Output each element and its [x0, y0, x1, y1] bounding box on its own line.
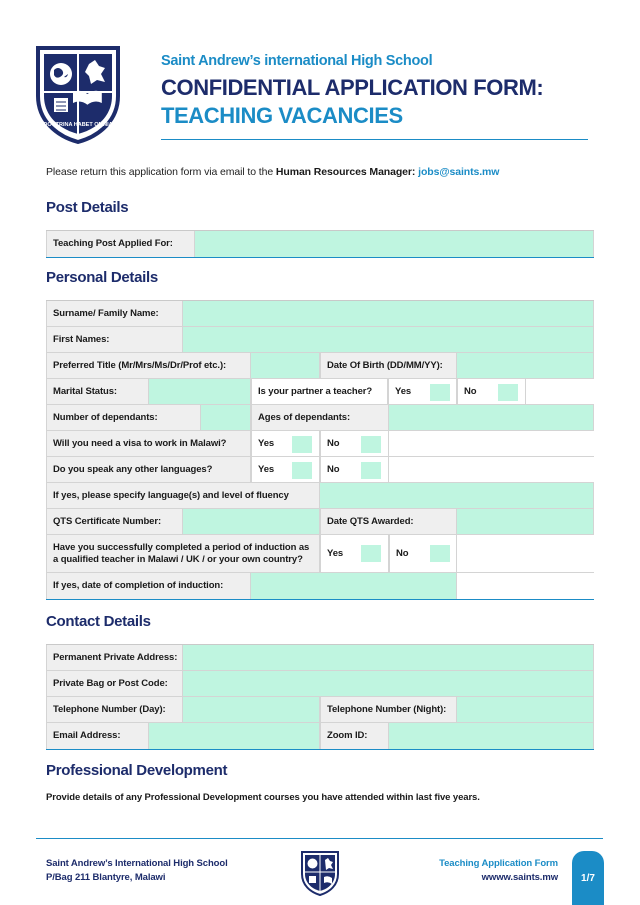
- footer-form-name: Teaching Application Form: [439, 858, 558, 869]
- form-subtitle: TEACHING VACANCIES: [161, 103, 403, 128]
- languages-detail-input[interactable]: [320, 483, 594, 508]
- tel-day-input[interactable]: [183, 697, 320, 722]
- section-title-professional: Professional Development: [46, 762, 228, 779]
- label-zoom: Zoom ID:: [320, 723, 389, 749]
- label-partner-no: No: [457, 379, 526, 404]
- footer-form-info: [439, 857, 558, 885]
- label-languages-no: No: [320, 457, 389, 482]
- footer-school-name: Saint Andrew’s International High School: [46, 858, 228, 869]
- surname-input[interactable]: [183, 301, 594, 326]
- page-number-badge: 1/7: [572, 851, 604, 905]
- label-languages-detail: If yes, please specify language(s) and level of fluency: [46, 483, 320, 508]
- label-dob: Date Of Birth (DD/MM/YY):: [320, 353, 457, 378]
- label-postcode: Private Bag or Post Code:: [46, 671, 183, 696]
- label-visa-no: No: [320, 431, 389, 456]
- header-divider: [161, 139, 588, 140]
- visa-yes-checkbox[interactable]: [292, 436, 312, 453]
- professional-instruction: Provide details of any Professional Development courses you have attended within last five years.: [46, 792, 480, 803]
- contact-email-link[interactable]: jobs@saints.mw: [418, 166, 500, 178]
- form-title: CONFIDENTIAL APPLICATION FORM:: [161, 75, 544, 100]
- partner-no-checkbox[interactable]: [498, 384, 518, 401]
- label-induction-yes: Yes: [320, 535, 389, 572]
- label-dependants: Number of dependants:: [46, 405, 201, 430]
- post-details-table: [46, 230, 594, 258]
- footer-divider: [36, 838, 603, 839]
- label-marital: Marital Status:: [46, 379, 149, 404]
- marital-input[interactable]: [149, 379, 251, 404]
- email-input[interactable]: [149, 723, 320, 749]
- label-induction: Have you successfully completed a period of induction as a qualified teacher in Malawi / UK / or your own country?: [46, 535, 320, 572]
- languages-no-checkbox[interactable]: [361, 462, 381, 479]
- tel-night-input[interactable]: [457, 697, 594, 722]
- label-induction-date: If yes, date of completion of induction:: [46, 573, 251, 599]
- title-input[interactable]: [251, 353, 320, 378]
- induction-date-input[interactable]: [251, 573, 457, 599]
- induction-no-checkbox[interactable]: [430, 545, 450, 562]
- footer-website-link[interactable]: wwww.saints.mw: [481, 872, 558, 883]
- partner-yes-checkbox[interactable]: [430, 384, 450, 401]
- label-partner-teacher: Is your partner a teacher?: [251, 379, 388, 404]
- footer-address: P/Bag 211 Blantyre, Malawi: [46, 872, 166, 883]
- label-teaching-post: Teaching Post Applied For:: [46, 231, 195, 257]
- postcode-input[interactable]: [183, 671, 594, 696]
- label-surname: Surname/ Family Name:: [46, 301, 183, 326]
- qts-number-input[interactable]: [183, 509, 320, 534]
- contact-details-table: [46, 644, 594, 750]
- address-input[interactable]: [183, 645, 594, 670]
- label-qts-number: QTS Certificate Number:: [46, 509, 183, 534]
- intro-text: Please return this application form via email to the Human Resources Manager: jobs@saints.mw: [46, 166, 500, 178]
- label-first-names: First Names:: [46, 327, 183, 352]
- qts-date-input[interactable]: [457, 509, 594, 534]
- footer-crest-logo: [300, 850, 340, 896]
- school-crest-logo: [34, 44, 122, 144]
- label-languages-yes: Yes: [251, 457, 320, 482]
- label-ages-dependants: Ages of dependants:: [251, 405, 389, 430]
- label-email: Email Address:: [46, 723, 149, 749]
- crest-motto: DOCTRINA HABET OMNIA: [43, 122, 113, 128]
- label-partner-yes: Yes: [388, 379, 457, 404]
- personal-details-table: [46, 300, 594, 600]
- footer-school-info: [46, 857, 228, 885]
- label-address: Permanent Private Address:: [46, 645, 183, 670]
- label-tel-night: Telephone Number (Night):: [320, 697, 457, 722]
- section-title-post: Post Details: [46, 199, 129, 216]
- zoom-input[interactable]: [389, 723, 594, 749]
- section-title-personal: Personal Details: [46, 269, 158, 286]
- label-tel-day: Telephone Number (Day):: [46, 697, 183, 722]
- section-title-contact: Contact Details: [46, 613, 151, 630]
- label-induction-no: No: [389, 535, 457, 572]
- induction-yes-checkbox[interactable]: [361, 545, 381, 562]
- teaching-post-input[interactable]: [195, 231, 594, 257]
- visa-no-checkbox[interactable]: [361, 436, 381, 453]
- label-languages: Do you speak any other languages?: [46, 457, 251, 482]
- label-qts-date: Date QTS Awarded:: [320, 509, 457, 534]
- first-names-input[interactable]: [183, 327, 594, 352]
- ages-dependants-input[interactable]: [389, 405, 594, 430]
- school-name: Saint Andrew’s international High School: [161, 53, 433, 69]
- label-title: Preferred Title (Mr/Mrs/Ms/Dr/Prof etc.):: [46, 353, 251, 378]
- languages-yes-checkbox[interactable]: [292, 462, 312, 479]
- dependants-input[interactable]: [201, 405, 251, 430]
- contact-role: Human Resources Manager:: [275, 166, 416, 178]
- dob-input[interactable]: [457, 353, 594, 378]
- label-visa-yes: Yes: [251, 431, 320, 456]
- label-visa: Will you need a visa to work in Malawi?: [46, 431, 251, 456]
